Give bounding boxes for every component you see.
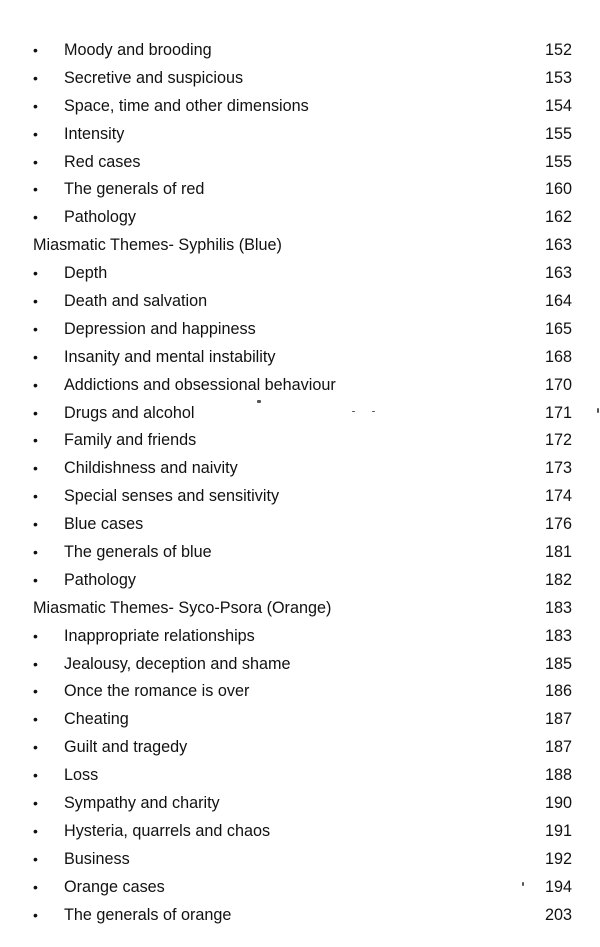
entry-title: Pathology [64,570,136,589]
bullet-icon: • [33,404,38,421]
bullet-icon: • [33,348,38,365]
table-of-contents [0,37,600,930]
bullet-icon: • [33,906,38,923]
entry-title: Pathology [64,208,136,227]
entry-title: Moody and brooding [64,41,212,59]
toc-entry [0,372,600,400]
page-number: 183 [544,626,572,645]
toc-entry [0,902,600,930]
page-number: 155 [544,152,572,171]
page-number: 174 [544,487,572,506]
entry-title: Addictions and obsessional behaviour [64,375,336,394]
page-number: 165 [544,319,572,338]
entry-title: Cheating [64,710,129,729]
bullet-icon: • [33,544,38,561]
bullet-icon: • [33,376,38,393]
entry-title: Orange cases [64,877,165,896]
page-number: 155 [544,124,572,143]
bullet-icon: • [33,153,38,170]
page-number: 152 [544,41,572,59]
bullet-icon: • [33,767,38,784]
page-number: 153 [544,68,572,87]
scan-speck [372,411,375,412]
scan-speck [597,408,599,413]
bullet-icon: • [33,627,38,644]
entry-title: Intensity [64,124,125,143]
entry-title: Depth [64,264,108,283]
page-number: 194 [544,877,572,896]
page-number: 187 [544,710,572,729]
page-number: 191 [544,821,572,840]
entry-title: Once the romance is over [64,682,250,701]
page-number: 168 [544,347,572,366]
bullet-icon: • [33,822,38,839]
bullet-icon: • [33,683,38,700]
toc-entry [0,149,600,177]
entry-title: Special senses and sensitivity [64,487,280,506]
page-number: 182 [544,570,572,589]
toc-entry [0,678,600,706]
entry-title: Guilt and tragedy [64,738,188,757]
toc-entry [0,623,600,651]
section-title: Miasmatic Themes- Syphilis (Blue) [33,236,282,255]
entry-title: Hysteria, quarrels and chaos [64,821,271,840]
toc-section-heading [0,595,600,623]
entry-title: Drugs and alcohol [64,403,195,422]
toc-entry [0,288,600,316]
bullet-icon: • [33,209,38,226]
toc-entry [0,734,600,762]
bullet-icon: • [33,878,38,895]
toc-entry [0,455,600,483]
bullet-icon: • [33,739,38,756]
page-number: 154 [544,96,572,115]
toc-entry [0,511,600,539]
page-number: 187 [544,738,572,757]
toc-entry [0,260,600,288]
bullet-icon: • [33,850,38,867]
entry-title: Blue cases [64,515,144,534]
bullet-icon: • [33,432,38,449]
page-number: 188 [544,766,572,785]
toc-entry [0,539,600,567]
bullet-icon: • [33,571,38,588]
bullet-icon: • [33,711,38,728]
bullet-icon: • [33,42,38,58]
toc-section-heading [0,232,600,260]
entry-title: Business [64,849,130,868]
scan-speck [352,411,355,412]
toc-entry [0,121,600,149]
entry-title: The generals of red [64,180,205,199]
section-title: Miasmatic Themes- Syco-Psora (Orange) [33,598,332,617]
page-number: 160 [544,180,572,199]
bullet-icon: • [33,655,38,672]
page-number: 185 [544,654,572,673]
toc-entry [0,651,600,679]
toc-entry [0,706,600,734]
entry-title: Space, time and other dimensions [64,96,309,115]
page-number: 164 [544,292,572,311]
bullet-icon: • [33,69,38,86]
page-number: 162 [544,208,572,227]
toc-entry [0,790,600,818]
toc-entry [0,316,600,344]
toc-entry [0,427,600,455]
bullet-icon: • [33,265,38,282]
page-number: 163 [544,264,572,283]
page-number: 186 [544,682,572,701]
toc-entry [0,874,600,902]
bullet-icon: • [33,181,38,198]
bullet-icon: • [33,460,38,477]
entry-title: Jealousy, deception and shame [64,654,291,673]
bullet-icon: • [33,97,38,114]
entry-title: Red cases [64,152,141,171]
page-number: 190 [544,794,572,813]
bullet-icon: • [33,293,38,310]
page-number: 163 [544,236,572,255]
bullet-icon: • [33,795,38,812]
toc-entry [0,483,600,511]
page-number: 171 [544,403,572,422]
toc-entry [0,176,600,204]
scan-speck [522,882,524,886]
toc-entry [0,400,600,428]
entry-title: Death and salvation [64,292,208,311]
toc-entry [0,762,600,790]
entry-title: Loss [64,766,99,785]
bullet-icon: • [33,488,38,505]
entry-title: Sympathy and charity [64,794,220,813]
entry-title: The generals of orange [64,905,232,924]
toc-entry [0,65,600,93]
entry-title: Family and friends [64,431,197,450]
entry-title: Secretive and suspicious [64,68,244,87]
entry-title: Inappropriate relationships [64,626,255,645]
entry-title: Insanity and mental instability [64,347,276,366]
page-number: 172 [544,431,572,450]
page-number: 183 [544,598,572,617]
toc-entry [0,344,600,372]
bullet-icon: • [33,516,38,533]
bullet-icon: • [33,320,38,337]
page-number: 192 [544,849,572,868]
toc-entry [0,93,600,121]
page-number: 176 [544,515,572,534]
page-number: 203 [544,905,572,924]
bullet-icon: • [33,125,38,142]
toc-entry [0,204,600,232]
toc-entry [0,567,600,595]
page-number: 173 [544,459,572,478]
entry-title: Depression and happiness [64,319,256,338]
page-number: 181 [544,543,572,562]
toc-entry [0,818,600,846]
toc-entry [0,37,600,65]
entry-title: Childishness and naivity [64,459,238,478]
scan-speck [257,400,261,403]
toc-entry [0,846,600,874]
entry-title: The generals of blue [64,543,212,562]
page-number: 170 [544,375,572,394]
